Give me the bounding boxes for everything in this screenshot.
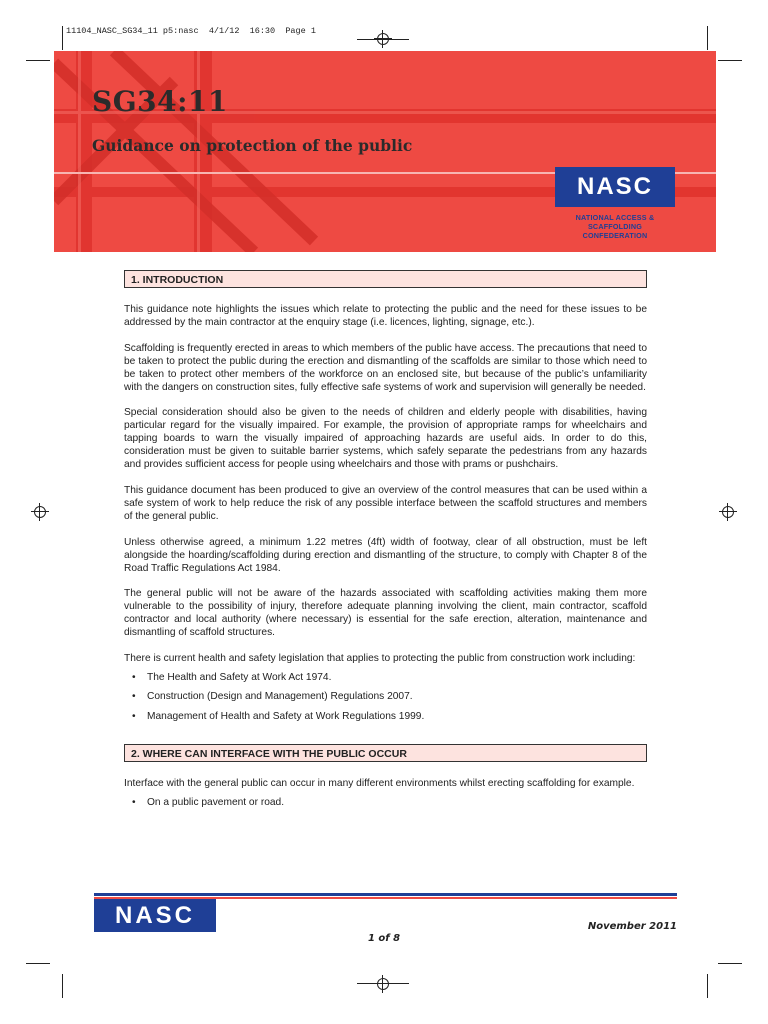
logo-subtext-line: CONFEDERATION [582, 231, 648, 240]
document-body [124, 270, 647, 816]
paragraph: This guidance note highlights the issues which relate to protecting the public and the need for these issues to be addressed by the main contractor at the enquiry stage (i.e. licences, lighting, signage, etc.). [124, 304, 647, 328]
registration-mark-right [719, 503, 737, 521]
logo-subtext-line: NATIONAL ACCESS & SCAFFOLDING [575, 213, 655, 231]
crop-mark [62, 26, 63, 50]
nasc-logo: NASC [555, 167, 675, 207]
page-number: 1 of 8 [367, 933, 401, 944]
legislation-list [124, 672, 647, 724]
environment-list [124, 797, 647, 810]
list-item: • The Health and Safety at Work Act 1974. [124, 672, 647, 685]
footer-date: November 2011 [587, 921, 677, 932]
registration-mark-left [31, 503, 49, 521]
crop-mark [718, 963, 742, 964]
paragraph: Unless otherwise agreed, a minimum 1.22 metres (4ft) width of footway, clear of all obstruction, must be left alongside the hoarding/scaffolding during erection and dismantling of the structure, to comply with Chapter 8 of the Road Traffic Regulations Act 1984. [124, 536, 647, 574]
paragraph: Scaffolding is frequently erected in areas to which members of the public have access. The precautions that need to be taken to protect the public during the erection and dismantling of the scaffolds are similar to those which need to be taken to protect other members of the workforce on an enclosed site, but because of the public’s unfamiliarity with the dangers on construction sites, fully effective safe systems of work and supervision will generally be needed. [124, 342, 647, 393]
crop-mark [707, 26, 708, 50]
crop-mark [707, 974, 708, 998]
paragraph: There is current health and safety legislation that applies to protecting the public from construction work including: [124, 653, 636, 665]
print-slug: 11104_NASC_SG34_11 p5:nasc 4/1/12 16:30 Page 1 [66, 26, 316, 36]
crop-mark [718, 60, 742, 61]
paragraph: Special consideration should also be given to the needs of children and elderly people with disabilities, having particular regard for the visually impaired. For example, the provision of appropriate ramps for wheelchairs and tapping boards to warn the visually impaired of approaching hazards are useful aids. In order to do this, consideration must be given to suitable barrier systems, which safely separate the pedestrians from any hazards and provides sufficient access for people using wheelchairs and those with prams or pushchairs. [124, 407, 647, 471]
footer-nasc-logo: NASC [94, 899, 216, 932]
section-heading: 1. INTRODUCTION [124, 270, 647, 288]
crop-mark [62, 974, 63, 998]
paragraph: Interface with the general public can occur in many different environments whilst erecting scaffolding for example. [124, 778, 635, 790]
registration-mark-top [374, 30, 392, 48]
crop-mark [26, 60, 50, 61]
document-subtitle: Guidance on protection of the public [92, 136, 413, 155]
registration-mark-bottom [374, 975, 392, 993]
list-item: • Construction (Design and Management) Regulations 2007. [124, 691, 647, 704]
list-item: • On a public pavement or road. [124, 797, 647, 810]
paragraph: This guidance document has been produced to give an overview of the control measures that can be used within a safe system of work to help reduce the risk of any possible interface between the scaffold structures and members of the general public. [124, 484, 647, 522]
paragraph: The general public will not be aware of the hazards associated with scaffolding activities making them more vulnerable to the possibility of injury, therefore adequate planning involving the client, main contractor, scaffold contractor and local authority (where necessary) is essential for the safe erection, alteration, maintenance and dismantling of scaffold structures. [124, 588, 647, 639]
document-title: SG34:11 [92, 85, 228, 118]
nasc-logo-subtext [550, 213, 680, 240]
section-heading: 2. WHERE CAN INTERFACE WITH THE PUBLIC OCCUR [124, 744, 647, 762]
crop-mark [26, 963, 50, 964]
list-item: • Management of Health and Safety at Work Regulations 1999. [124, 711, 647, 724]
header-banner [54, 51, 716, 252]
footer-rule-blue [94, 893, 677, 896]
